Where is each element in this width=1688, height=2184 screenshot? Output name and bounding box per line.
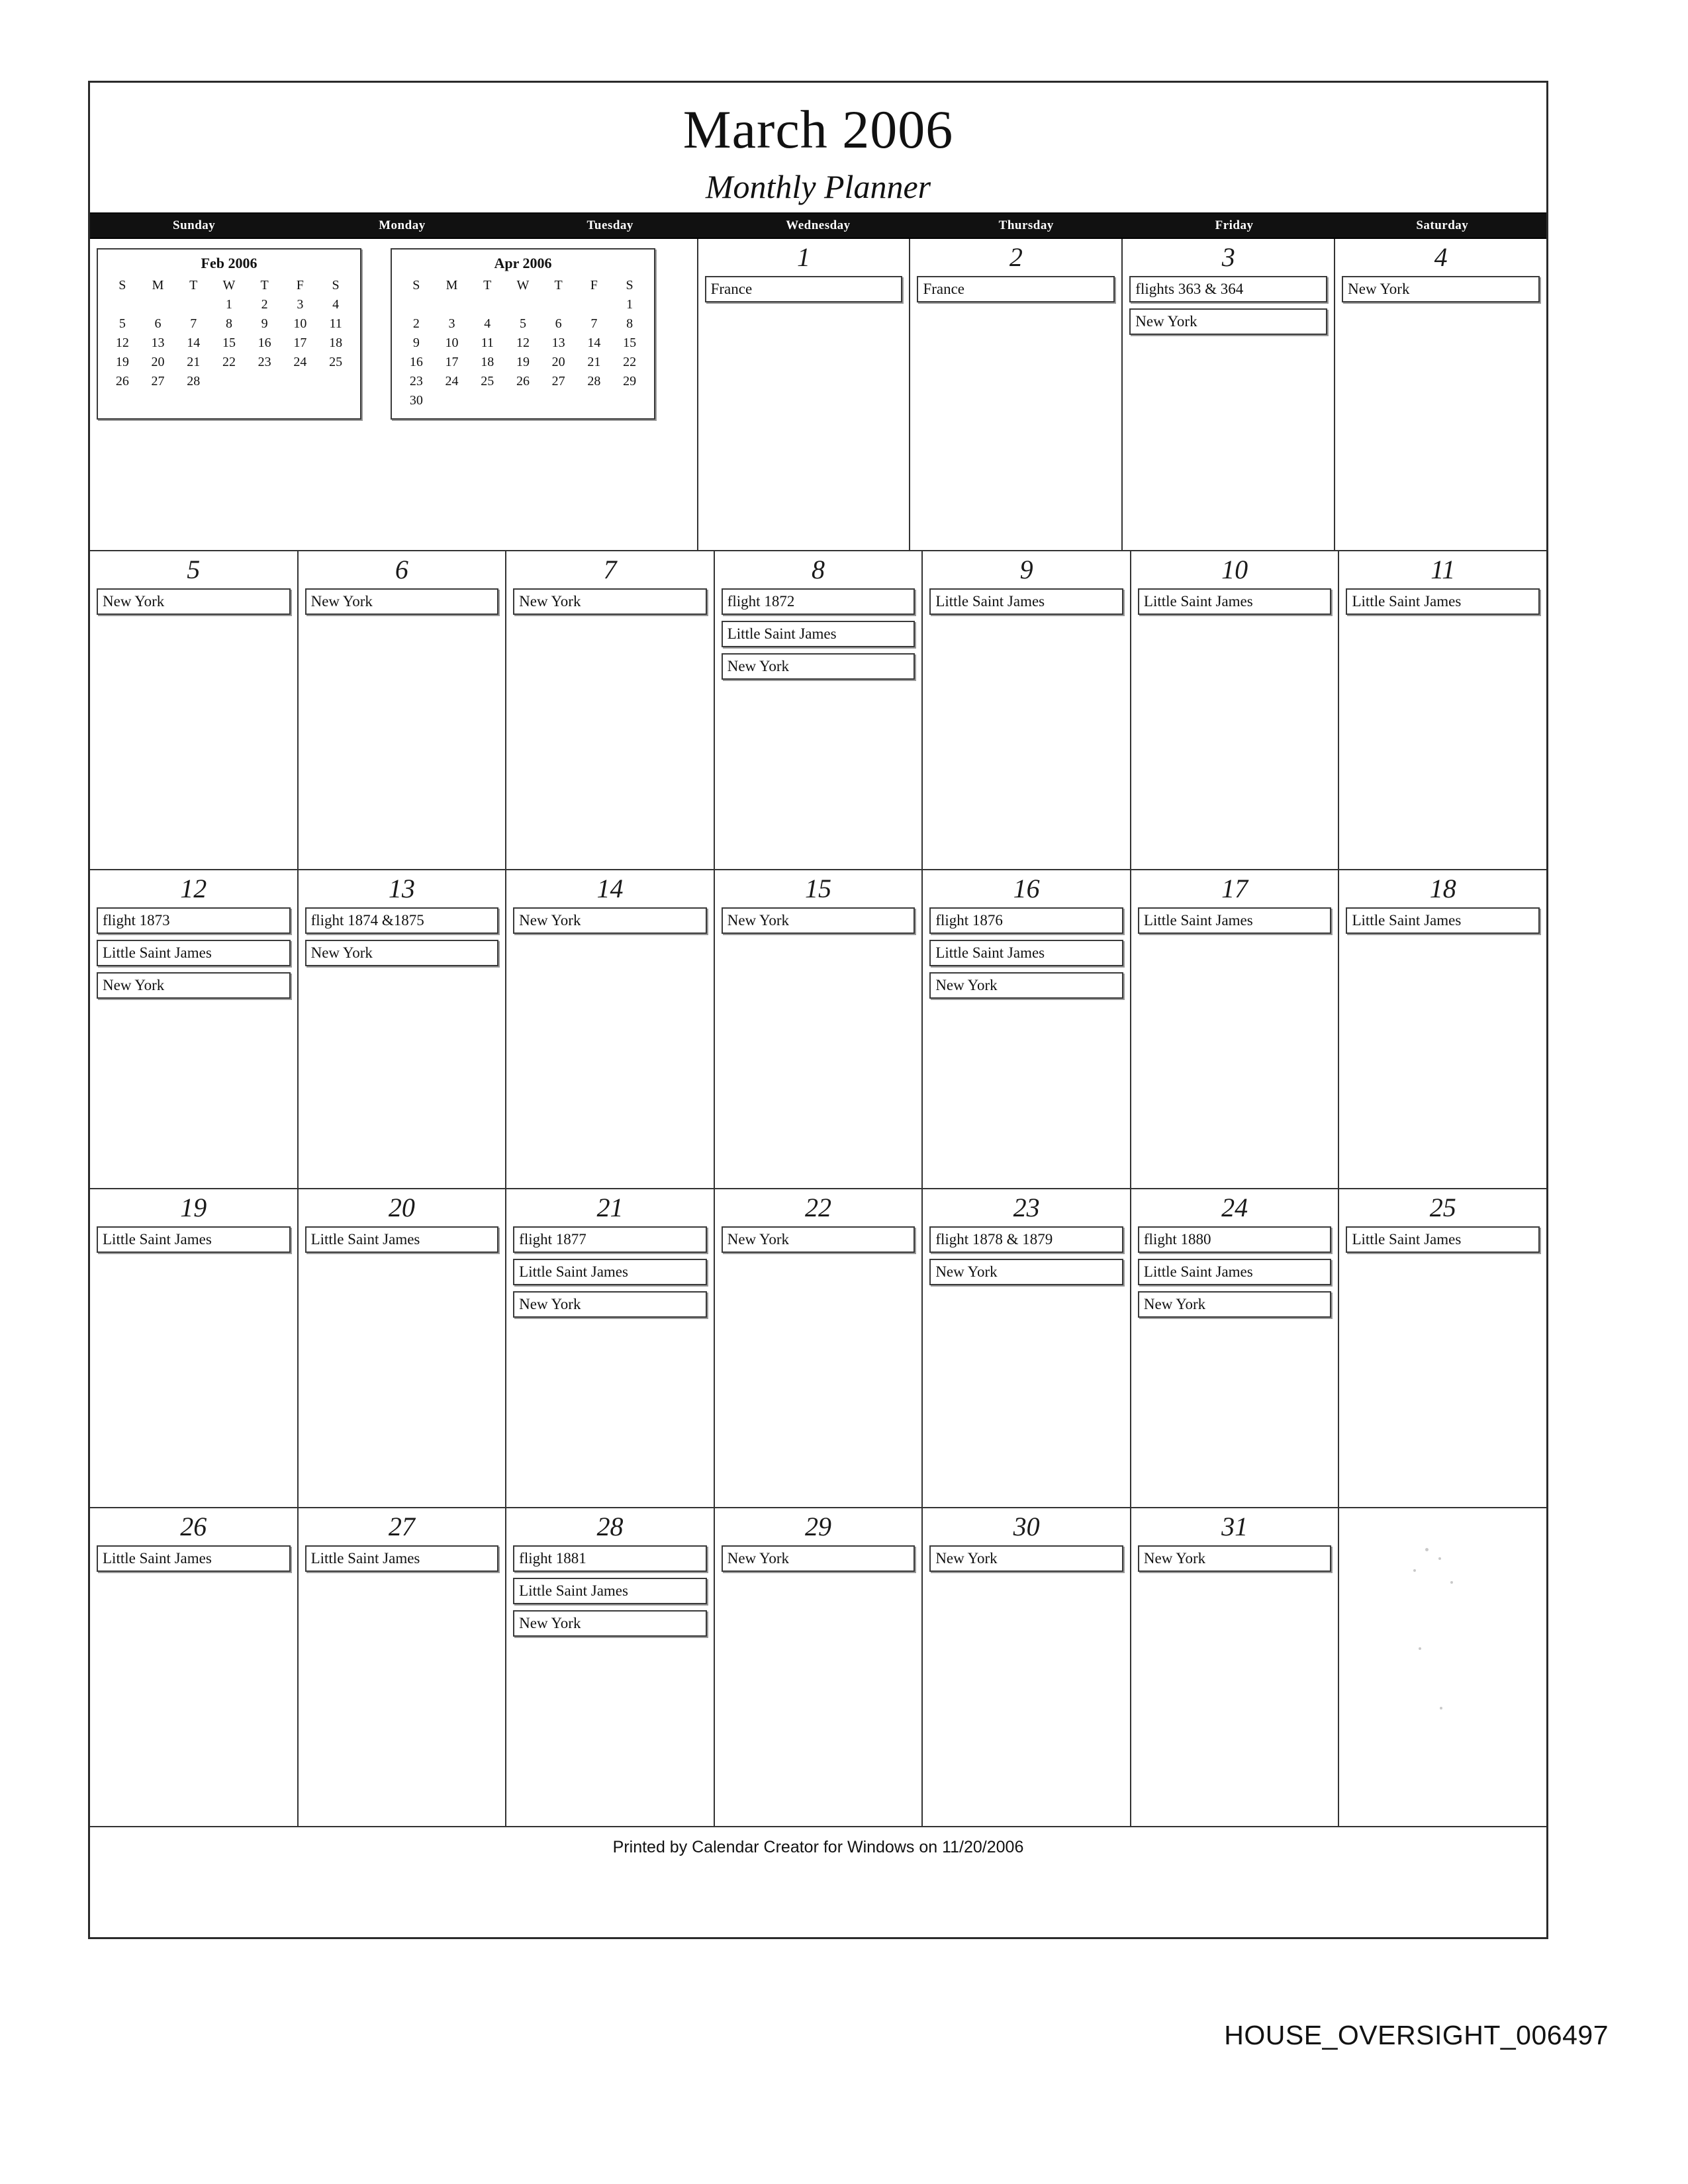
day-number: 1 xyxy=(797,242,810,272)
event-item[interactable]: New York xyxy=(722,907,915,934)
day-cell-28[interactable] xyxy=(506,1508,715,1826)
mini-day-cell: 22 xyxy=(623,355,637,369)
day-events xyxy=(929,1226,1123,1285)
scan-speckle xyxy=(1413,1569,1416,1572)
event-item[interactable]: New York xyxy=(1129,308,1327,335)
mini-day-cell: 24 xyxy=(293,355,307,369)
day-cell-20[interactable] xyxy=(299,1189,507,1507)
day-cell-10[interactable] xyxy=(1131,551,1340,869)
day-cell-empty xyxy=(1339,1508,1546,1826)
day-events xyxy=(97,1226,291,1253)
event-item[interactable]: flights 363 & 364 xyxy=(1129,276,1327,302)
scan-speckle xyxy=(1425,1548,1429,1551)
mini-header-cell: S xyxy=(118,278,126,293)
week-row xyxy=(90,870,1546,1189)
day-events xyxy=(705,276,903,302)
mini-day-cell: 27 xyxy=(151,374,165,388)
day-cell-27[interactable] xyxy=(299,1508,507,1826)
day-number: 4 xyxy=(1434,242,1448,272)
day-cell-3[interactable] xyxy=(1123,239,1335,550)
event-item[interactable]: New York xyxy=(722,1545,915,1572)
day-cell-4[interactable] xyxy=(1335,239,1546,550)
event-item[interactable]: Little Saint James xyxy=(97,940,291,966)
event-item[interactable]: flight 1877 xyxy=(513,1226,707,1253)
event-item[interactable]: New York xyxy=(929,1259,1123,1285)
day-cell-17[interactable] xyxy=(1131,870,1340,1188)
mini-day-cell: 29 xyxy=(623,374,637,388)
mini-day-cell: 1 xyxy=(626,297,633,312)
day-number: 25 xyxy=(1429,1193,1456,1222)
mini-week-row xyxy=(105,314,353,334)
event-item[interactable]: Little Saint James xyxy=(1138,588,1332,615)
mini-header-cell: T xyxy=(260,278,269,293)
day-events xyxy=(929,588,1123,615)
day-cell-23[interactable] xyxy=(923,1189,1131,1507)
calendar-grid xyxy=(90,239,1546,1826)
day-number: 23 xyxy=(1013,1193,1040,1222)
mini-day-cell: 2 xyxy=(261,297,268,312)
mini-day-cell xyxy=(612,391,647,410)
day-cell-13[interactable] xyxy=(299,870,507,1188)
scan-speckle xyxy=(1419,1647,1421,1650)
mini-day-cell: 16 xyxy=(258,336,271,350)
mini-calendar-previous-month xyxy=(97,248,361,420)
event-item[interactable]: France xyxy=(917,276,1115,302)
weekday-friday: Friday xyxy=(1215,218,1254,232)
day-cell-7[interactable] xyxy=(506,551,715,869)
mini-day-cell xyxy=(577,391,612,410)
day-cell-19[interactable] xyxy=(90,1189,299,1507)
day-events xyxy=(929,907,1123,999)
day-number: 12 xyxy=(180,874,207,903)
event-item[interactable]: New York xyxy=(513,1610,707,1637)
day-number: 11 xyxy=(1430,555,1456,584)
mini-day-cell: 11 xyxy=(329,316,342,331)
day-events xyxy=(917,276,1115,302)
mini-week-row xyxy=(399,391,647,410)
weekday-thursday: Thursday xyxy=(998,218,1054,232)
day-number: 13 xyxy=(388,874,415,903)
day-cell-5[interactable] xyxy=(90,551,299,869)
event-item[interactable]: Little Saint James xyxy=(1346,588,1540,615)
day-number: 22 xyxy=(805,1193,832,1222)
day-events xyxy=(97,1545,291,1572)
page-subtitle: Monthly Planner xyxy=(705,168,931,206)
day-number: 28 xyxy=(596,1512,624,1541)
mini-day-cell: 5 xyxy=(519,316,526,331)
event-item[interactable]: Little Saint James xyxy=(1138,1259,1332,1285)
day-number: 27 xyxy=(388,1512,415,1541)
day-number: 17 xyxy=(1221,874,1248,903)
mini-week-row xyxy=(105,295,353,314)
day-cell-24[interactable] xyxy=(1131,1189,1340,1507)
week-row xyxy=(90,551,1546,870)
mini-day-cell: 4 xyxy=(332,297,340,312)
mini-day-cell xyxy=(469,295,505,314)
day-events xyxy=(513,1545,707,1637)
mini-calendars-cell xyxy=(90,239,698,550)
mini-day-cell: 12 xyxy=(516,336,530,350)
mini-day-cell: 23 xyxy=(258,355,271,369)
day-number: 29 xyxy=(805,1512,832,1541)
mini-day-cell: 20 xyxy=(151,355,165,369)
event-item[interactable]: New York xyxy=(929,1545,1123,1572)
mini-header-cell: W xyxy=(516,278,530,293)
mini-calendar-title: Apr 2006 xyxy=(494,255,552,271)
mini-header-cell: T xyxy=(554,278,563,293)
mini-day-cell: 9 xyxy=(261,316,268,331)
day-cell-21[interactable] xyxy=(506,1189,715,1507)
mini-day-cell: 3 xyxy=(448,316,455,331)
mini-day-cell xyxy=(399,295,434,314)
day-cell-18[interactable] xyxy=(1339,870,1546,1188)
mini-calendar-grid xyxy=(105,276,353,391)
day-events xyxy=(305,907,499,966)
event-item[interactable]: Little Saint James xyxy=(513,1578,707,1604)
mini-day-cell xyxy=(211,372,247,391)
day-number: 21 xyxy=(596,1193,624,1222)
mini-day-cell: 14 xyxy=(587,336,601,350)
event-item[interactable]: New York xyxy=(1138,1291,1332,1318)
document-bates-stamp: HOUSE_OVERSIGHT_006497 xyxy=(1224,2020,1609,2050)
day-events xyxy=(1346,1226,1540,1253)
event-item[interactable]: Little Saint James xyxy=(929,940,1123,966)
event-item[interactable]: Little Saint James xyxy=(513,1259,707,1285)
day-cell-2[interactable] xyxy=(910,239,1123,550)
event-item[interactable]: Little Saint James xyxy=(97,1226,291,1253)
day-cell-11[interactable] xyxy=(1339,551,1546,869)
mini-header-cell: T xyxy=(483,278,492,293)
day-cell-14[interactable] xyxy=(506,870,715,1188)
day-events xyxy=(722,907,915,934)
mini-day-cell: 28 xyxy=(187,374,201,388)
day-cell-22[interactable] xyxy=(715,1189,923,1507)
scan-speckle xyxy=(1450,1581,1453,1584)
event-item[interactable]: New York xyxy=(513,1291,707,1318)
day-events xyxy=(513,588,707,615)
page-title: March 2006 xyxy=(682,99,954,159)
mini-day-cell xyxy=(283,372,318,391)
mini-day-cell: 12 xyxy=(115,336,129,350)
event-item[interactable]: New York xyxy=(513,588,707,615)
week-row xyxy=(90,239,1546,551)
mini-day-cell: 27 xyxy=(551,374,565,388)
weekday-header-row xyxy=(90,212,1546,239)
event-item[interactable]: Little Saint James xyxy=(1346,1226,1540,1253)
day-number: 18 xyxy=(1429,874,1456,903)
mini-header-cell: S xyxy=(332,278,340,293)
week-row xyxy=(90,1189,1546,1508)
mini-calendar-grid xyxy=(399,276,647,410)
day-events xyxy=(929,1545,1123,1572)
event-item[interactable]: Little Saint James xyxy=(929,588,1123,615)
day-events xyxy=(305,588,499,615)
mini-day-cell: 25 xyxy=(481,374,494,388)
mini-day-cell: 17 xyxy=(293,336,307,350)
day-events xyxy=(1138,588,1332,615)
mini-day-cell: 6 xyxy=(154,316,162,331)
mini-day-cell: 7 xyxy=(590,316,598,331)
day-cell-29[interactable] xyxy=(715,1508,923,1826)
weekday-tuesday: Tuesday xyxy=(586,218,633,232)
event-item[interactable]: Little Saint James xyxy=(722,621,915,647)
event-item[interactable]: New York xyxy=(1342,276,1540,302)
mini-day-cell: 17 xyxy=(445,355,459,369)
mini-day-cell: 24 xyxy=(445,374,459,388)
day-number: 6 xyxy=(395,555,408,584)
day-events xyxy=(305,1545,499,1572)
day-events xyxy=(305,1226,499,1253)
mini-day-cell: 20 xyxy=(551,355,565,369)
mini-day-cell: 6 xyxy=(555,316,562,331)
mini-header-cell: F xyxy=(590,278,598,293)
day-events xyxy=(97,588,291,615)
mini-day-cell: 18 xyxy=(481,355,494,369)
mini-day-cell: 26 xyxy=(115,374,129,388)
day-events xyxy=(513,1226,707,1318)
mini-day-cell xyxy=(247,372,283,391)
mini-day-cell: 23 xyxy=(409,374,423,388)
day-cell-9[interactable] xyxy=(923,551,1131,869)
mini-day-cell: 19 xyxy=(115,355,129,369)
day-cell-12[interactable] xyxy=(90,870,299,1188)
title-block xyxy=(90,83,1546,212)
mini-day-cell xyxy=(505,295,541,314)
mini-week-row xyxy=(105,353,353,372)
day-events xyxy=(1138,1226,1332,1318)
day-events xyxy=(1138,907,1332,934)
mini-calendar-next-month xyxy=(391,248,655,420)
event-item[interactable]: Little Saint James xyxy=(97,1545,291,1572)
day-number: 30 xyxy=(1013,1512,1040,1541)
day-cell-25[interactable] xyxy=(1339,1189,1546,1507)
mini-day-cell: 25 xyxy=(329,355,343,369)
mini-day-cell: 4 xyxy=(484,316,491,331)
event-item[interactable]: flight 1874 &1875 xyxy=(305,907,499,934)
mini-day-cell: 21 xyxy=(187,355,201,369)
day-number: 3 xyxy=(1221,242,1235,272)
day-cell-6[interactable] xyxy=(299,551,507,869)
mini-week-row xyxy=(399,353,647,372)
mini-week-row xyxy=(105,334,353,353)
event-item[interactable]: New York xyxy=(97,972,291,999)
event-item[interactable]: Little Saint James xyxy=(1346,907,1540,934)
mini-day-cell: 22 xyxy=(222,355,236,369)
day-cell-31[interactable] xyxy=(1131,1508,1340,1826)
mini-day-cell: 14 xyxy=(187,336,201,350)
weekday-saturday: Saturday xyxy=(1416,218,1469,232)
day-number: 16 xyxy=(1013,874,1040,903)
day-events xyxy=(722,1545,915,1572)
weekday-monday: Monday xyxy=(379,218,426,232)
mini-day-cell xyxy=(505,391,541,410)
mini-day-cell xyxy=(434,295,470,314)
scan-speckle xyxy=(1438,1557,1441,1560)
day-number: 14 xyxy=(596,874,624,903)
event-item[interactable]: flight 1878 & 1879 xyxy=(929,1226,1123,1253)
day-events xyxy=(722,1226,915,1253)
mini-day-cell xyxy=(469,391,505,410)
event-item[interactable]: Little Saint James xyxy=(305,1545,499,1572)
mini-day-cell: 9 xyxy=(412,336,420,350)
calendar-document xyxy=(88,81,1548,1939)
mini-header-cell: T xyxy=(189,278,198,293)
mini-day-cell: 1 xyxy=(225,297,232,312)
day-cell-16[interactable] xyxy=(923,870,1131,1188)
mini-day-cell xyxy=(541,391,577,410)
day-events xyxy=(1138,1545,1332,1572)
day-events xyxy=(1342,276,1540,302)
event-item[interactable]: flight 1881 xyxy=(513,1545,707,1572)
day-number: 20 xyxy=(388,1193,415,1222)
mini-day-cell: 18 xyxy=(329,336,343,350)
day-number: 8 xyxy=(812,555,825,584)
mini-day-cell xyxy=(541,295,577,314)
mini-day-cell: 10 xyxy=(445,336,459,350)
day-number: 19 xyxy=(180,1193,207,1222)
day-number: 7 xyxy=(603,555,617,584)
mini-week-row xyxy=(399,295,647,314)
mini-calendars xyxy=(97,243,690,420)
mini-day-cell: 26 xyxy=(516,374,530,388)
day-events xyxy=(513,907,707,934)
day-events xyxy=(97,907,291,999)
mini-calendar-title: Feb 2006 xyxy=(201,255,258,271)
day-cell-30[interactable] xyxy=(923,1508,1131,1826)
event-item[interactable]: New York xyxy=(722,1226,915,1253)
mini-week-row xyxy=(399,334,647,353)
event-item[interactable]: New York xyxy=(1138,1545,1332,1572)
event-item[interactable]: Little Saint James xyxy=(1138,907,1332,934)
event-item[interactable]: New York xyxy=(513,907,707,934)
mini-header-cell: S xyxy=(412,278,420,293)
event-item[interactable]: flight 1880 xyxy=(1138,1226,1332,1253)
scan-speckle xyxy=(1440,1707,1442,1709)
day-number: 31 xyxy=(1221,1512,1248,1541)
day-events xyxy=(722,588,915,680)
mini-day-cell: 30 xyxy=(409,393,423,408)
day-cell-1[interactable] xyxy=(698,239,911,550)
day-number: 5 xyxy=(187,555,201,584)
mini-day-cell: 15 xyxy=(623,336,637,350)
mini-day-cell: 11 xyxy=(481,336,494,350)
mini-header-cell: M xyxy=(152,278,164,293)
weekday-wednesday: Wednesday xyxy=(786,218,851,232)
day-cell-26[interactable] xyxy=(90,1508,299,1826)
mini-day-cell: 16 xyxy=(409,355,423,369)
mini-day-cell xyxy=(434,391,470,410)
day-number: 15 xyxy=(805,874,832,903)
mini-day-cell: 21 xyxy=(587,355,601,369)
event-item[interactable]: France xyxy=(705,276,903,302)
mini-day-cell: 8 xyxy=(225,316,232,331)
mini-day-cell: 13 xyxy=(151,336,165,350)
mini-day-cell: 28 xyxy=(587,374,601,388)
event-item[interactable]: New York xyxy=(929,972,1123,999)
mini-day-cell: 3 xyxy=(297,297,304,312)
event-item[interactable]: flight 1872 xyxy=(722,588,915,615)
event-item[interactable]: New York xyxy=(305,940,499,966)
mini-day-cell xyxy=(318,372,353,391)
mini-day-cell xyxy=(175,295,211,314)
mini-day-cell: 7 xyxy=(190,316,197,331)
mini-header-cell: F xyxy=(296,278,304,293)
mini-day-cell: 13 xyxy=(551,336,565,350)
day-events xyxy=(1129,276,1327,335)
event-item[interactable]: New York xyxy=(305,588,499,615)
weekday-sunday: Sunday xyxy=(173,218,216,232)
mini-day-cell xyxy=(105,295,140,314)
day-cell-8[interactable] xyxy=(715,551,923,869)
mini-day-cell xyxy=(140,295,176,314)
day-number: 10 xyxy=(1221,555,1248,584)
event-item[interactable]: flight 1873 xyxy=(97,907,291,934)
day-number: 24 xyxy=(1221,1193,1248,1222)
mini-week-row xyxy=(399,314,647,334)
mini-day-cell xyxy=(577,295,612,314)
event-item[interactable]: flight 1876 xyxy=(929,907,1123,934)
mini-day-cell: 15 xyxy=(222,336,236,350)
mini-header-cell: W xyxy=(222,278,236,293)
day-events xyxy=(1346,907,1540,934)
mini-day-cell: 8 xyxy=(626,316,633,331)
print-footer xyxy=(90,1826,1546,1867)
print-footer-text: Printed by Calendar Creator for Windows on 11/20/2006 xyxy=(612,1837,1024,1856)
mini-header-cell: M xyxy=(445,278,458,293)
day-events xyxy=(1346,588,1540,615)
day-cell-15[interactable] xyxy=(715,870,923,1188)
mini-week-row xyxy=(105,372,353,391)
mini-header-cell: S xyxy=(626,278,633,293)
event-item[interactable]: New York xyxy=(722,653,915,680)
mini-day-cell: 19 xyxy=(516,355,530,369)
mini-day-cell: 5 xyxy=(118,316,126,331)
mini-day-cell: 10 xyxy=(293,316,307,331)
day-number: 9 xyxy=(1019,555,1033,584)
mini-header-row xyxy=(105,276,353,295)
mini-week-row xyxy=(399,372,647,391)
mini-header-row xyxy=(399,276,647,295)
day-number: 26 xyxy=(180,1512,207,1541)
mini-day-cell: 2 xyxy=(412,316,420,331)
event-item[interactable]: Little Saint James xyxy=(305,1226,499,1253)
day-number: 2 xyxy=(1009,242,1023,272)
event-item[interactable]: New York xyxy=(97,588,291,615)
week-row xyxy=(90,1508,1546,1826)
